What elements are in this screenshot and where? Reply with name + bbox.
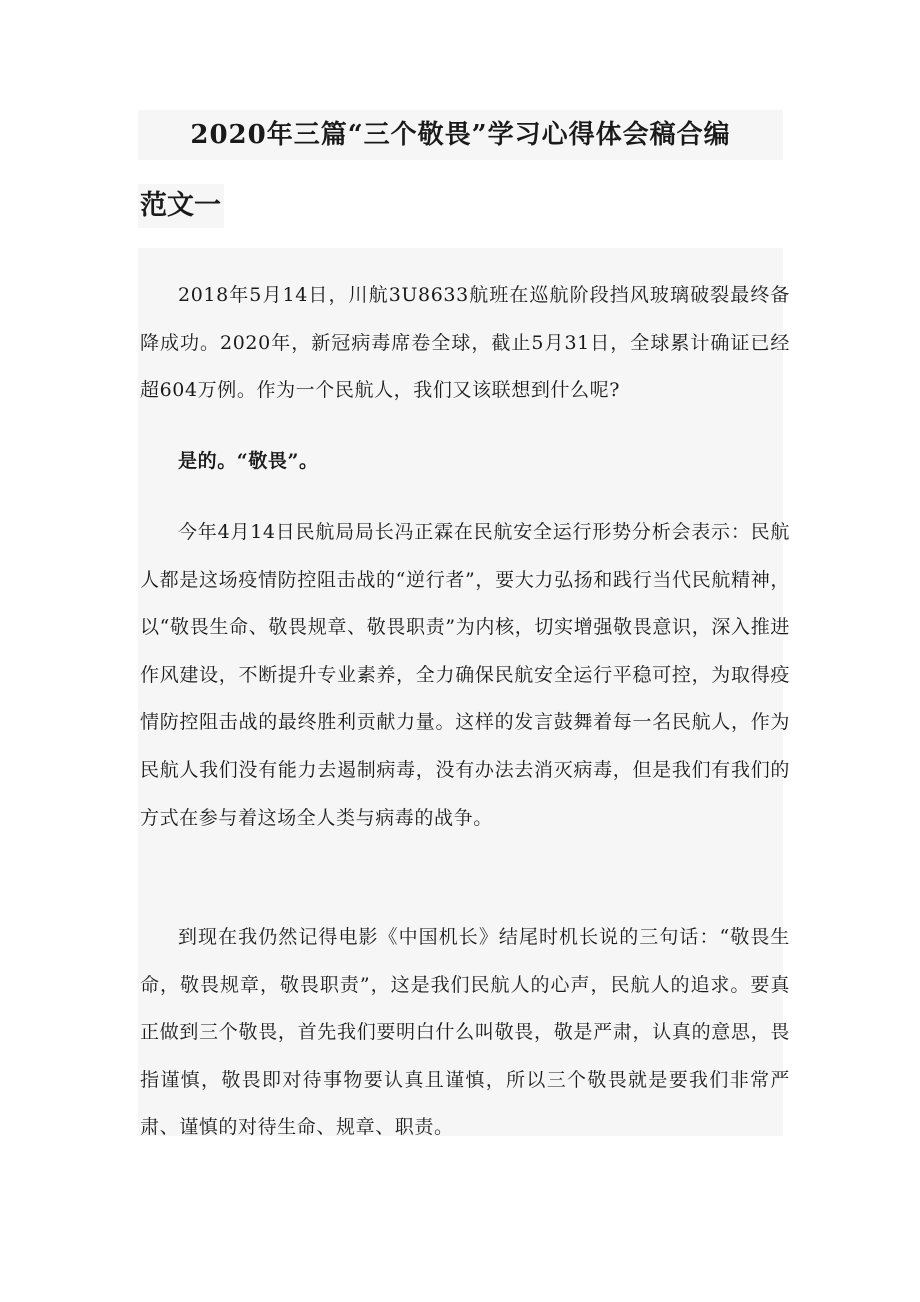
document-title: 2020年三篇“三个敬畏”学习心得体会稿合编 xyxy=(190,120,731,150)
paragraph-emphasis: 是的。“敬畏”。 xyxy=(178,450,319,472)
paragraph-captain-quote: 到现在我仍然记得电影《中国机长》结尾时机长说的三句话：“敬畏生命，敬畏规章，敬畏职责”，这是我们民航人的心声，民航人的追求。要真正做到三个敬畏，首先我们要明白什么叫敬畏，敬是严肃，认真的意思，畏指谨慎，敬畏即对待事物要认真且谨慎，所以三个敬畏就是要我们非常严肃、谨慎的对待生命、规章、职责。 xyxy=(140,926,790,1139)
paragraph-speech: 今年4月14日民航局局长冯正霖在民航安全运行形势分析会表示：民航人都是这场疫情防控阻击战的“逆行者”，要大力弘扬和践行当代民航精神，以“敬畏生命、敬畏规章、敬畏职责”为内核，切实增强敬畏意识，深入推进作风建设，不断提升专业素养，全力确保民航安全运行平稳可控，为取得疫情防控阻击战的最终胜利贡献力量。这样的发言鼓舞着每一名民航人，作为民航人我们没有能力去遏制病毒，没有办法去消灭病毒，但是我们有我们的方式在参与着这场全人类与病毒的战争。 xyxy=(140,521,790,829)
paragraph-intro: 2018年5月14日，川航3U8633航班在巡航阶段挡风玻璃破裂最终备降成功。2020年，新冠病毒席卷全球，截止5月31日，全球累计确证已经超604万例。作为一个民航人，我们又该联想到什么呢? xyxy=(140,284,790,402)
section-heading: 范文一 xyxy=(140,190,221,221)
